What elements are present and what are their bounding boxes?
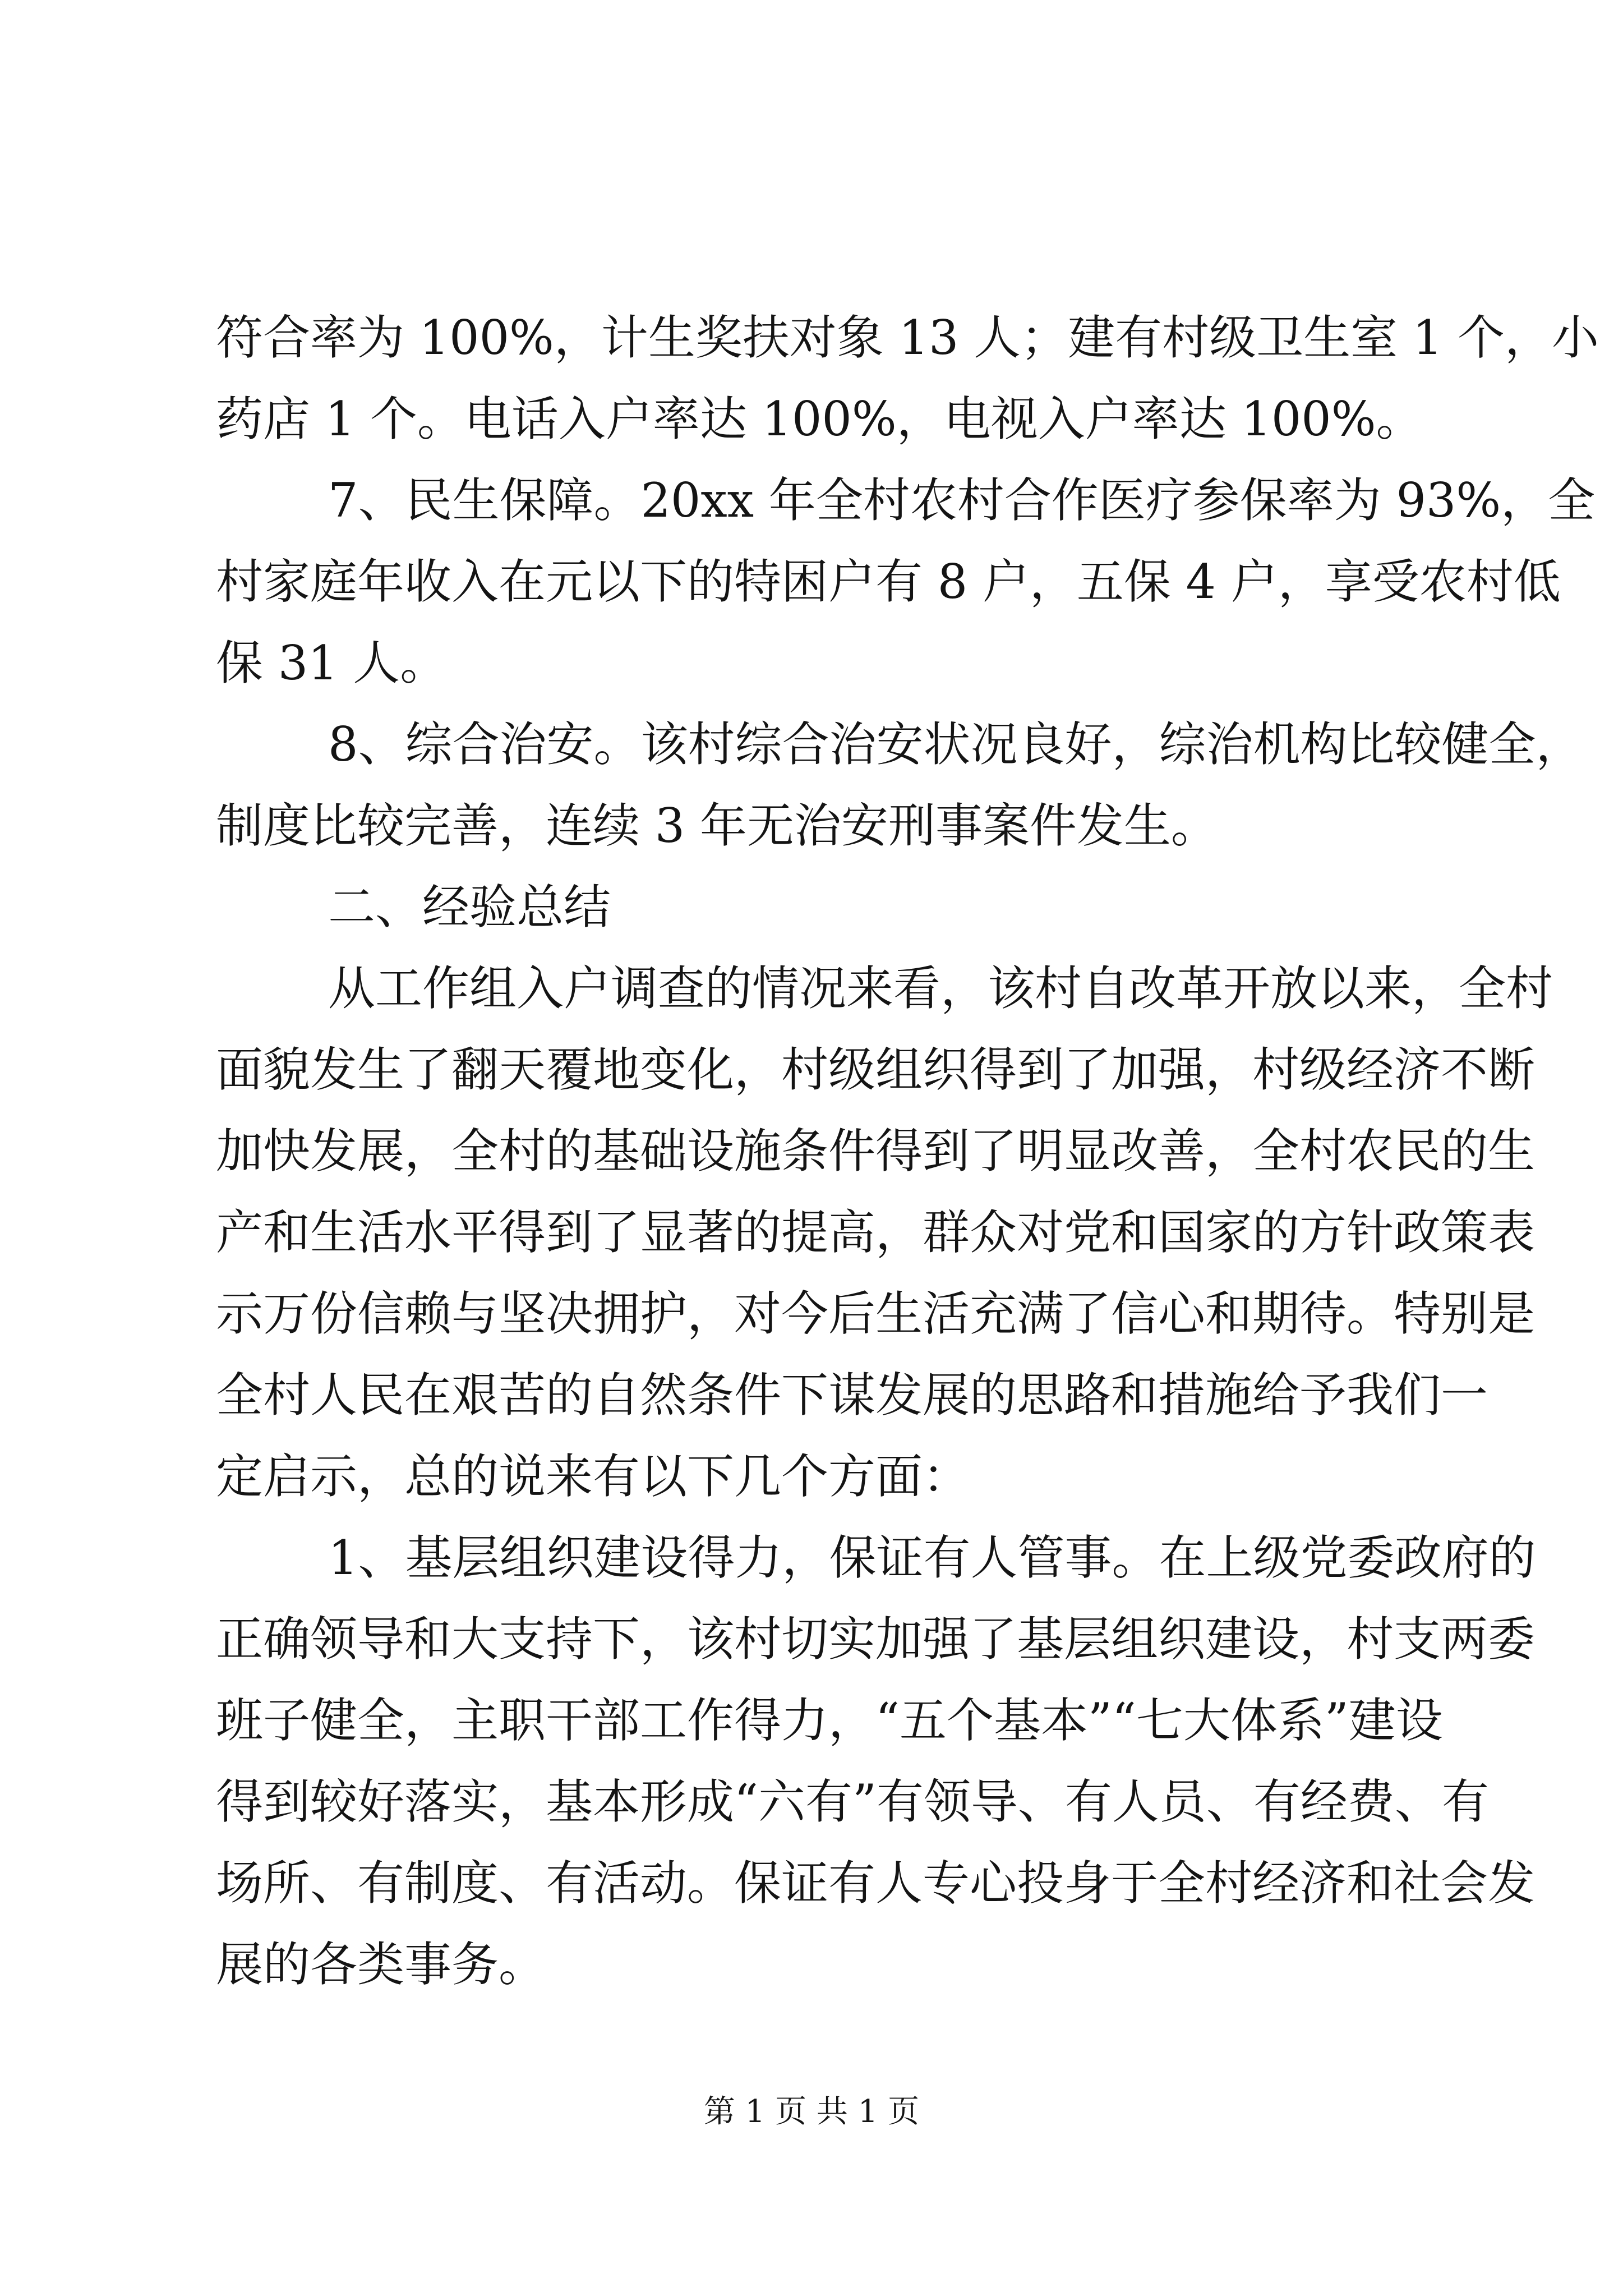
text-line: 场所、有制度、有活动。保证有人专心投身于全村经济和社会发 bbox=[216, 1856, 1536, 1911]
text-line: 面貌发生了翻天覆地变化，村级组织得到了加强，村级经济不断 bbox=[216, 1042, 1536, 1097]
page-footer bbox=[0, 2090, 1623, 2134]
text-line: 班子健全，主职干部工作得力，“五个基本”“七大体系”建设 bbox=[216, 1693, 1443, 1748]
text-line: 加快发展，全村的基础设施条件得到了明显改善，全村农民的生 bbox=[216, 1124, 1536, 1179]
text-line: 产和生活水平得到了显著的提高，群众对党和国家的方针政策表 bbox=[216, 1205, 1536, 1260]
text-line: 正确领导和大支持下，该村切实加强了基层组织建设，村支两委 bbox=[216, 1612, 1536, 1667]
text-line: 保 31 人。 bbox=[216, 636, 448, 691]
section-heading: 二、经验总结 bbox=[328, 880, 611, 935]
text-line: 得到较好落实，基本形成“六有”有领导、有人员、有经费、有 bbox=[216, 1774, 1489, 1829]
text-line: 全村人民在艰苦的自然条件下谋发展的思路和措施给予我们一 bbox=[216, 1368, 1488, 1423]
text-line: 定启示，总的说来有以下几个方面： bbox=[216, 1449, 970, 1504]
paragraph-first-line: 从工作组入户调查的情况来看，该村自改革开放以来，全村 bbox=[328, 961, 1553, 1016]
text-line: 村家庭年收入在元以下的特困户有 8 户，五保 4 户，享受农村低 bbox=[216, 554, 1561, 609]
text-line: 示万份信赖与坚决拥护，对今后生活充满了信心和期待。特别是 bbox=[216, 1286, 1536, 1341]
paragraph-first-line: 8、综合治安。该村综合治安状况良好，综治机构比较健全， bbox=[328, 717, 1583, 772]
text-line: 符合率为 100%，计生奖扶对象 13 人；建有村级卫生室 1 个，小 bbox=[216, 310, 1599, 365]
text-line: 展的各类事务。 bbox=[216, 1937, 546, 1992]
paragraph-first-line: 1、基层组织建设得力，保证有人管事。在上级党委政府的 bbox=[328, 1530, 1536, 1585]
paragraph-first-line: 7、民生保障。20xx 年全村农村合作医疗参保率为 93%，全 bbox=[328, 473, 1596, 528]
page-number-label: 第 1 页 共 1 页 bbox=[703, 2093, 920, 2130]
document-body bbox=[216, 297, 1599, 2005]
text-line: 药店 1 个。电话入户率达 100%，电视入户率达 100%。 bbox=[216, 392, 1423, 447]
text-line: 制度比较完善，连续 3 年无治安刑事案件发生。 bbox=[216, 798, 1218, 853]
